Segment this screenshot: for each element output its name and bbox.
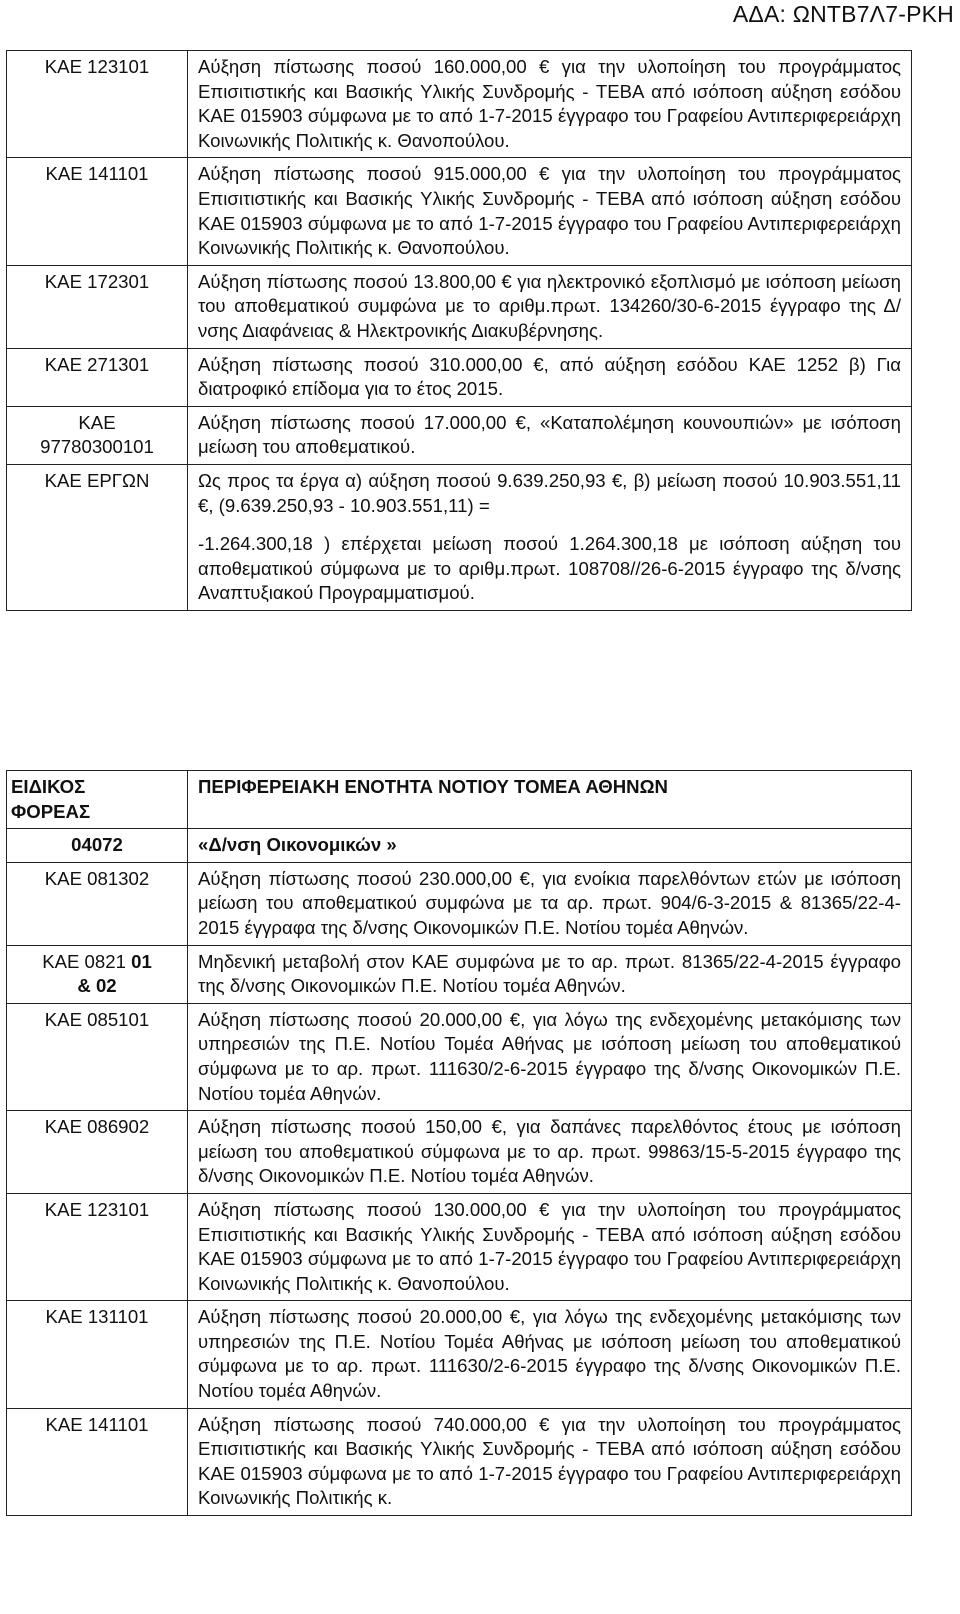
table-row [7, 158, 912, 265]
table-row [7, 1111, 912, 1194]
table-row [7, 464, 912, 610]
budget-table-section2 [6, 770, 912, 1516]
kae-description [188, 464, 912, 610]
kae-code: ΚΑΕ 085101 [7, 1003, 188, 1110]
special-entity-label-line: ΦΟΡΕΑΣ [11, 800, 91, 822]
regional-unit-title: ΠΕΡΙΦΕΡΕΙΑΚΗ ΕΝΟΤΗΤΑ ΝΟΤΙΟΥ ΤΟΜΕΑ ΑΘΗΝΩΝ [188, 771, 912, 829]
table-row [7, 51, 912, 158]
kae-description: Αύξηση πίστωσης ποσού 20.000,00 €, για λόγω της ενδεχομένης μετακόμισης των υπηρεσιών της Π.Ε. Νοτίου Τομέα Αθήνας με ισόποση μείωση του αποθεματικού σύμφωνα με το αρ. πρωτ. 111630/2-6-2015 έγγραφο της δ/νσης Οικονομικών Π.Ε. Νοτίου τομέα Αθηνών. [188, 1301, 912, 1408]
budget-table-section1 [6, 50, 912, 611]
kae-description: Αύξηση πίστωσης ποσού 230.000,00 €, για ενοίκια παρελθόντων ετών με ισόποση μείωση του αποθεματικού συμφώνα με τα αρ. πρωτ. 904/6-3-2015 & 81365/22-4-2015 έγγραφα της δ/νσης Οικονομικών Π.Ε. Νοτίου τομέα Αθηνών. [188, 862, 912, 945]
kae-code-part: 01 [131, 950, 152, 972]
kae-description: Αύξηση πίστωσης ποσού 150,00 €, για δαπάνες παρελθόντος έτους με ισόποση μείωση του αποθεματικού σύμφωνα με το αρ. πρωτ. 99863/15-5-2015 έγγραφο της δ/νσης Οικονομικών Π.Ε. Νοτίου τομέα Αθηνών. [188, 1111, 912, 1194]
kae-code-line: ΚΑΕ [78, 411, 116, 433]
kae-code: ΚΑΕ 141101 [7, 1408, 188, 1515]
kae-description: Αύξηση πίστωσης ποσού 130.000,00 € για την υλοποίηση του προγράμματος Επισιτιστικής και Βασικής Υλικής Συνδρομής - ΤΕΒΑ από ισόποση αύξηση εσόδου ΚΑΕ 015903 σύμφωνα με το από 1-7-2015 έγγραφο του Γραφείου Αντιπεριφερειάρχη Κοινωνικής Πολιτικής κ. Θανοπούλου. [188, 1193, 912, 1300]
kae-description: Αύξηση πίστωσης ποσού 310.000,00 €, από αύξηση εσόδου ΚΑΕ 1252 β) Για διατροφικό επίδομα για το έτος 2015. [188, 348, 912, 406]
section-header-row [7, 771, 912, 829]
kae-description-paragraph: -1.264.300,18 ) επέρχεται μείωση ποσού 1.264.300,18 με ισόποση αύξηση του αποθεματικού σύμφωνα με το αριθμ.πρωτ. 108708//26-6-2015 έγγραφο της δ/νσης Αναπτυξιακού Προγραμματισμού. [198, 533, 901, 604]
special-entity-label-line: ΕΙΔΙΚΟΣ [11, 776, 86, 797]
subsection-header-row [7, 829, 912, 863]
kae-code [7, 945, 188, 1003]
table-row [7, 265, 912, 348]
kae-code: ΚΑΕ 081302 [7, 862, 188, 945]
kae-code: ΚΑΕ 086902 [7, 1111, 188, 1194]
table-row [7, 406, 912, 464]
kae-code: ΚΑΕ ΕΡΓΩΝ [7, 464, 188, 610]
kae-description: Αύξηση πίστωσης ποσού 13.800,00 € για ηλεκτρονικό εξοπλισμό με ισόποση μείωση του αποθεματικού συμφώνα με το αριθμ.πρωτ. 134260/30-6-2015 έγγραφο της Δ/νσης Διαφάνειας & Ηλεκτρονικής Διακυβέρνησης. [188, 265, 912, 348]
table-row [7, 1003, 912, 1110]
kae-code: ΚΑΕ 141101 [7, 158, 188, 265]
special-entity-label [7, 771, 188, 829]
kae-code: ΚΑΕ 172301 [7, 265, 188, 348]
ada-identifier: ΑΔΑ: ΩΝΤΒ7Λ7-ΡΚΗ [732, 1, 954, 27]
kae-description: Αύξηση πίστωσης ποσού 160.000,00 € για την υλοποίηση του προγράμματος Επισιτιστικής και Βασικής Υλικής Συνδρομής - ΤΕΒΑ από ισόποση αύξηση εσόδου ΚΑΕ 015903 σύμφωνα με το από 1-7-2015 έγγραφο του Γραφείου Αντιπεριφερειάρχη Κοινωνικής Πολιτικής κ. Θανοπούλου. [188, 51, 912, 158]
table-row [7, 1408, 912, 1515]
kae-code: ΚΑΕ 123101 [7, 1193, 188, 1300]
entity-title: «Δ/νση Οικονομικών » [188, 829, 912, 863]
table-row [7, 1301, 912, 1408]
kae-description: Αύξηση πίστωσης ποσού 20.000,00 €, για λόγω της ενδεχομένης μετακόμισης των υπηρεσιών της Π.Ε. Νοτίου Τομέα Αθήνας με ισόποση μείωση του αποθεματικού σύμφωνα με το αρ. πρωτ. 111630/2-6-2015 έγγραφο της δ/νσης Οικονομικών Π.Ε. Νοτίου τομέα Αθηνών. [188, 1003, 912, 1110]
table-row [7, 862, 912, 945]
kae-description: Αύξηση πίστωσης ποσού 17.000,00 €, «Καταπολέμηση κουνουπιών» με ισόποση μείωση του αποθεματικού. [188, 406, 912, 464]
kae-code: ΚΑΕ 123101 [7, 51, 188, 158]
kae-description: Αύξηση πίστωσης ποσού 740.000,00 € για την υλοποίηση του προγράμματος Επισιτιστικής και Βασικής Υλικής Συνδρομής - ΤΕΒΑ από ισόποση αύξηση εσόδου ΚΑΕ 015903 σύμφωνα με το από 1-7-2015 έγγραφο του Γραφείου Αντιπεριφερειάρχη Κοινωνικής Πολιτικής κ. [188, 1408, 912, 1515]
kae-description-paragraph: Ως προς τα έργα α) αύξηση ποσού 9.639.250,93 €, β) μείωση ποσού 10.903.551,11 €, (9.639.250,93 - 10.903.551,11) = [198, 469, 901, 516]
entity-code: 04072 [7, 829, 188, 863]
kae-description: Αύξηση πίστωσης ποσού 915.000,00 € για την υλοποίηση του προγράμματος Επισιτιστικής και Βασικής Υλικής Συνδρομής - ΤΕΒΑ από ισόποση αύξηση εσόδου ΚΑΕ 015903 σύμφωνα με το από 1-7-2015 έγγραφο του Γραφείου Αντιπεριφερειάρχη Κοινωνικής Πολιτικής κ. Θανοπούλου. [188, 158, 912, 265]
kae-code-part: ΚΑΕ 0821 [42, 950, 126, 972]
kae-code-line: 97780300101 [40, 436, 154, 458]
table-row [7, 945, 912, 1003]
kae-code-part: & 02 [77, 975, 117, 997]
table-row [7, 1193, 912, 1300]
kae-description: Μηδενική μεταβολή στον ΚΑΕ συμφώνα με το αρ. πρωτ. 81365/22-4-2015 έγγραφο της δ/νσης Οικονομικών Π.Ε. Νοτίου τομέα Αθηνών. [188, 945, 912, 1003]
kae-code: ΚΑΕ 271301 [7, 348, 188, 406]
kae-code [7, 406, 188, 464]
kae-code: ΚΑΕ 131101 [7, 1301, 188, 1408]
table-row [7, 348, 912, 406]
